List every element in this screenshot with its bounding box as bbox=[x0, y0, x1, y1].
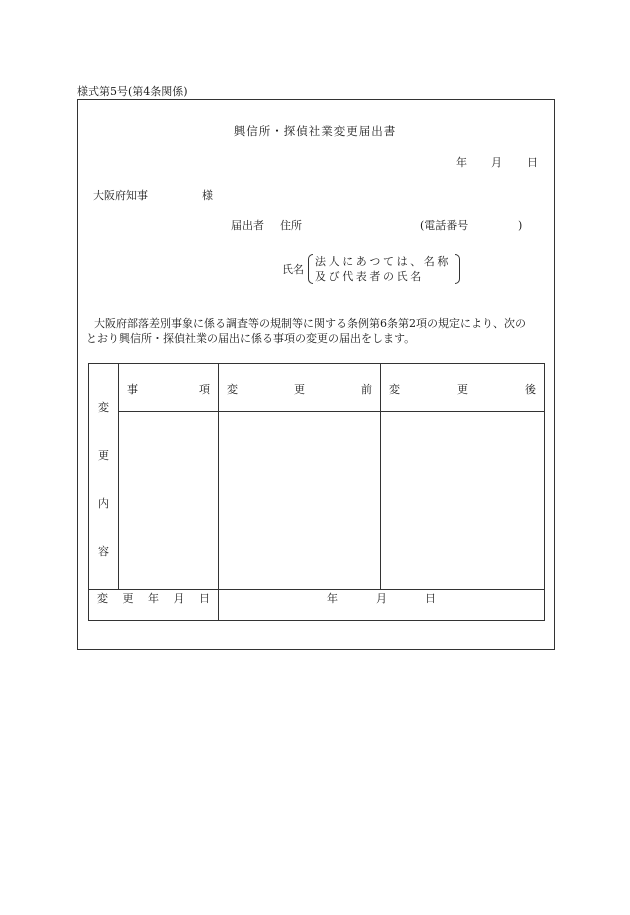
name-note-close-bracket bbox=[455, 254, 460, 284]
item-input-cell[interactable] bbox=[119, 412, 219, 590]
addressee-honorific: 様 bbox=[202, 189, 213, 202]
change-content-label-char: 更 bbox=[98, 449, 109, 462]
body-text-line1: 大阪府部落差別事象に係る調査等の規制等に関する条例第6条第2項の規定により、次の bbox=[94, 317, 526, 330]
submission-date-day: 日 bbox=[527, 156, 538, 169]
notifier-label: 届出者 bbox=[231, 219, 264, 232]
change-date-label-char: 更 bbox=[122, 592, 134, 605]
addressee: 大阪府知事 bbox=[93, 189, 148, 202]
table-row bbox=[89, 364, 545, 412]
header-char: 項 bbox=[199, 383, 210, 396]
change-date-month: 月 bbox=[376, 592, 387, 605]
name-note-line1: 法人にあつては、名称 bbox=[315, 255, 451, 268]
table-row bbox=[89, 590, 545, 621]
change-date-label-char: 年 bbox=[148, 592, 159, 605]
change-date-label-char: 日 bbox=[199, 592, 210, 605]
table-row bbox=[89, 412, 545, 590]
change-content-label-char: 内 bbox=[98, 497, 109, 510]
submission-date-year: 年 bbox=[456, 156, 467, 169]
header-char: 更 bbox=[457, 383, 468, 396]
name-label: 氏名 bbox=[282, 263, 304, 276]
column-header-after bbox=[381, 364, 545, 412]
header-char: 後 bbox=[525, 383, 536, 396]
change-content-label-cell bbox=[89, 364, 119, 590]
header-char: 変 bbox=[389, 383, 400, 396]
phone-label: (電話番号 bbox=[420, 219, 469, 232]
form-title: 興信所・探偵社業変更届出書 bbox=[233, 124, 397, 138]
after-change-input-cell[interactable] bbox=[381, 412, 545, 590]
body-text-line2: とおり興信所・探偵社業の届出に係る事項の変更の届出をします。 bbox=[86, 332, 416, 345]
change-date-value-cell[interactable] bbox=[219, 590, 545, 621]
change-date-year: 年 bbox=[327, 592, 338, 605]
change-content-label-char: 容 bbox=[98, 545, 109, 558]
change-date-label-char: 月 bbox=[173, 592, 185, 605]
change-date-label-char: 変 bbox=[97, 592, 108, 605]
before-change-input-cell[interactable] bbox=[219, 412, 381, 590]
column-header-item bbox=[119, 364, 219, 412]
column-header-before bbox=[219, 364, 381, 412]
change-details-table bbox=[88, 363, 545, 621]
header-char: 事 bbox=[127, 383, 138, 396]
change-date-label-cell bbox=[89, 590, 219, 621]
form-number-label: 様式第5号(第4条関係) bbox=[77, 85, 188, 98]
change-date-day: 日 bbox=[425, 592, 436, 605]
change-content-label-char: 変 bbox=[98, 401, 109, 414]
phone-close-paren: ) bbox=[518, 219, 523, 232]
address-label: 住所 bbox=[280, 219, 302, 232]
name-note-open-bracket bbox=[308, 254, 313, 284]
header-char: 更 bbox=[294, 383, 305, 396]
header-char: 変 bbox=[227, 383, 238, 396]
submission-date-month: 月 bbox=[491, 156, 502, 169]
name-note-line2: 及び代表者の氏名 bbox=[315, 270, 424, 283]
header-char: 前 bbox=[361, 383, 372, 396]
